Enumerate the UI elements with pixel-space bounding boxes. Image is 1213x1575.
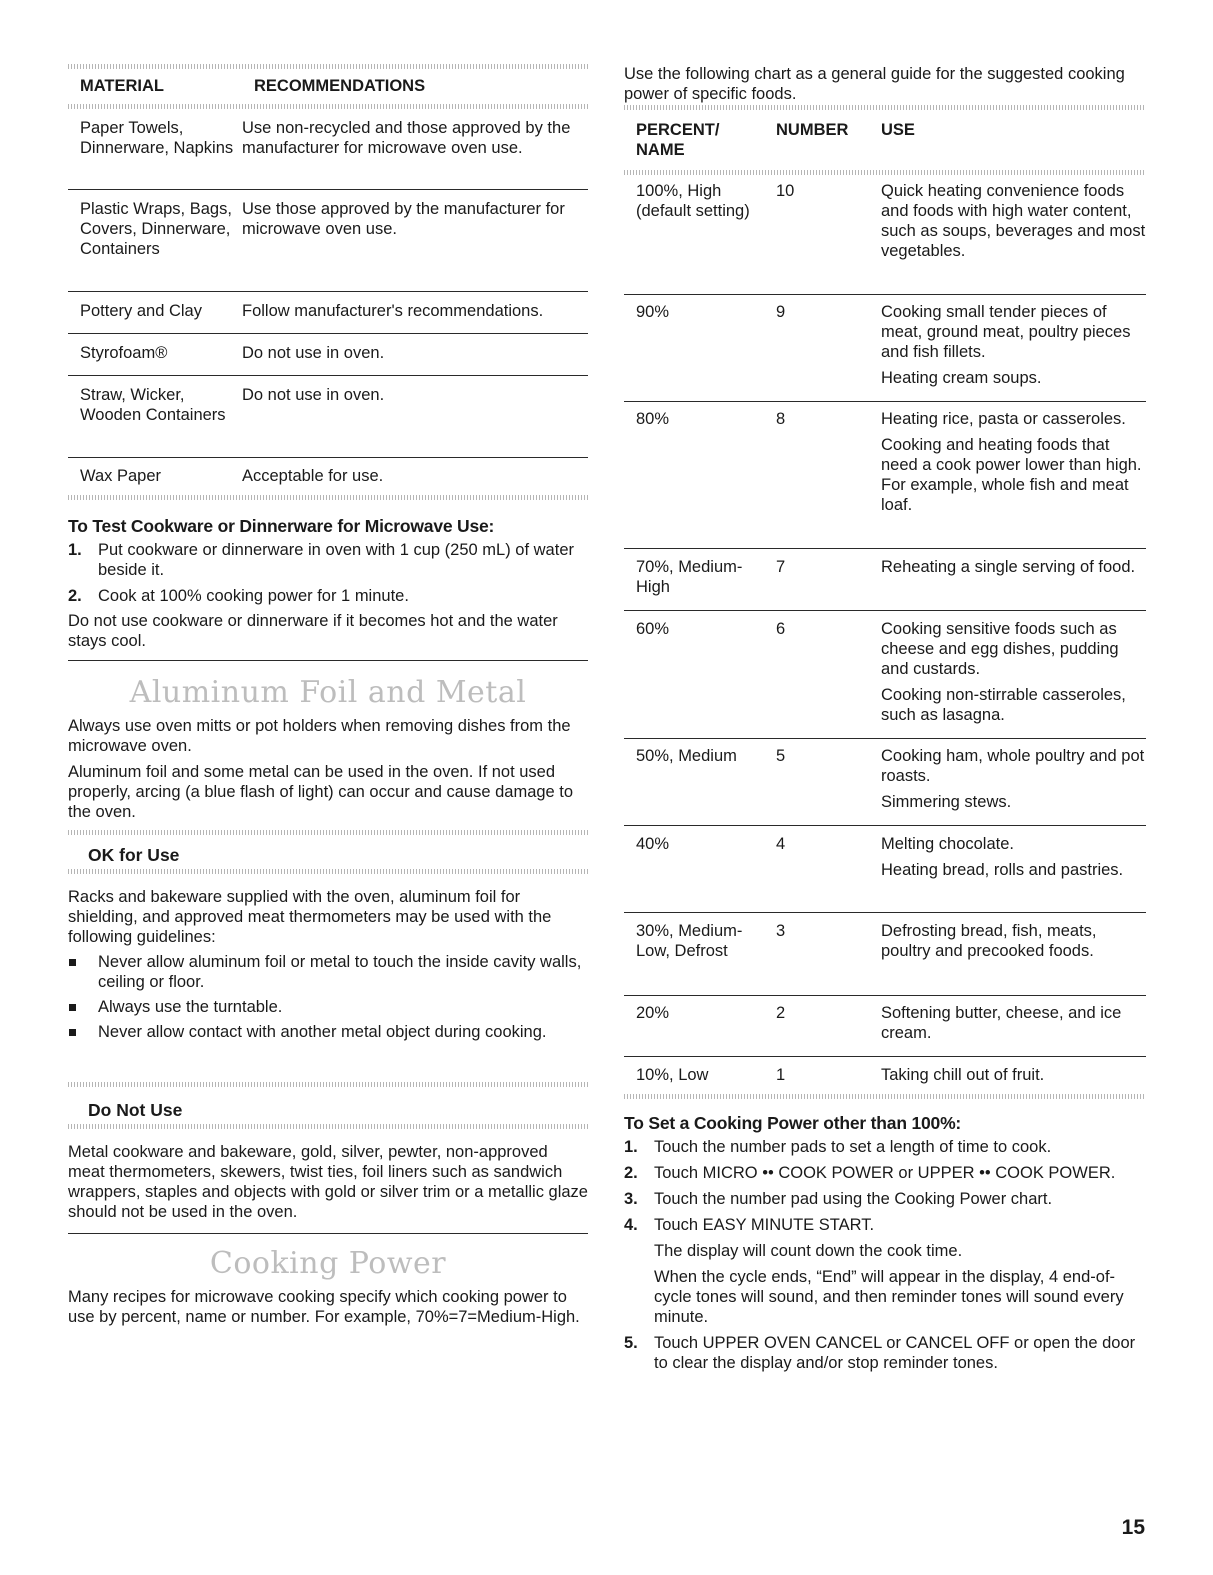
row-divider: [624, 294, 1146, 295]
number-cell: 1: [776, 1066, 786, 1084]
row-divider: [68, 457, 588, 458]
recommendation-cell: Acceptable for use.: [242, 467, 384, 485]
number-cell: 9: [776, 303, 786, 321]
percent-cell: 10%, Low: [636, 1066, 709, 1084]
use-text: Softening butter, cheese, and ice cream.: [881, 1004, 1122, 1042]
section-divider: [68, 1233, 588, 1234]
step-number: 3.: [624, 1190, 638, 1208]
use-cell: [881, 181, 1146, 267]
step-text: Touch the number pads to set a length of time to cook.: [654, 1138, 1052, 1156]
list-item: [68, 540, 588, 580]
use-text: Simmering stews.: [881, 793, 1012, 811]
step-text: Put cookware or dinnerware in oven with 1 cup (250 mL) of water beside it.: [98, 541, 574, 579]
row-divider: [624, 825, 1146, 826]
step-number: 1.: [624, 1138, 638, 1156]
row-divider: [624, 548, 1146, 549]
step-number: 5.: [624, 1334, 638, 1352]
recommendation-cell: Do not use in oven.: [242, 386, 385, 404]
recommendation-cell: Follow manufacturer's recommendations.: [242, 302, 544, 320]
table-bottom-border: [68, 495, 588, 500]
row-divider: [68, 291, 588, 292]
set-power-section: [624, 1113, 1146, 1373]
subhead-border: [68, 869, 588, 874]
test-cookware-section: [68, 516, 588, 651]
row-divider: [624, 401, 1146, 402]
number-cell: 8: [776, 410, 786, 428]
ok-for-use-list: [68, 952, 588, 1047]
percent-cell: 50%, Medium: [636, 747, 737, 765]
set-power-steps: [624, 1137, 1146, 1373]
percent-cell: 90%: [636, 303, 670, 321]
material-cell: Pottery and Clay: [80, 302, 202, 320]
use-text: Cooking non-stirrable casseroles, such as lasagna.: [881, 686, 1126, 724]
row-divider: [68, 333, 588, 334]
use-cell: [881, 1003, 1146, 1049]
use-text: Reheating a single serving of food.: [881, 558, 1136, 576]
row-divider: [68, 189, 588, 190]
materials-table-header: [80, 76, 426, 96]
material-cell: Wax Paper: [80, 467, 162, 485]
use-column-header: USE: [881, 121, 915, 139]
recommendation-cell: Do not use in oven.: [242, 344, 385, 362]
use-cell: [881, 921, 1146, 967]
percent-column-header: PERCENT/ NAME: [636, 121, 720, 159]
recommendation-cell: Use non-recycled and those approved by the manufacturer for microwave oven use.: [242, 119, 571, 157]
list-item: [68, 586, 588, 606]
material-cell: Straw, Wicker, Wooden Containers: [80, 386, 226, 424]
do-not-use-heading: Do Not Use: [88, 1100, 183, 1120]
percent-cell: 40%: [636, 835, 670, 853]
table-header-border: [624, 170, 1146, 175]
use-text: Defrosting bread, fish, meats, poultry and precooked foods.: [881, 922, 1097, 960]
list-item: [624, 1215, 1146, 1235]
use-text: Quick heating convenience foods and foods with high water content, such as soups, beverages and most vegetables.: [881, 182, 1146, 260]
percent-cell: 80%: [636, 410, 670, 428]
table-bottom-border: [624, 1094, 1146, 1099]
number-cell: 10: [776, 182, 795, 200]
section-divider: [68, 660, 588, 661]
cooking-power-intro: Many recipes for microwave cooking specify which cooking power to use by percent, name or number. For example, 70%=7=Medium-High.: [68, 1288, 580, 1326]
section-title: Aluminum Foil and Metal: [129, 675, 527, 710]
use-text: Cooking ham, whole poultry and pot roasts.: [881, 747, 1145, 785]
use-text: Cooking sensitive foods such as cheese and egg dishes, pudding and custards.: [881, 620, 1119, 678]
subhead-border: [68, 1082, 588, 1087]
subhead-border: [68, 830, 588, 835]
number-cell: 2: [776, 1004, 786, 1022]
use-cell: [881, 409, 1146, 521]
number-cell: 6: [776, 620, 786, 638]
step-text: Touch EASY MINUTE START.: [654, 1216, 875, 1234]
list-item: [624, 1241, 1146, 1261]
list-item: Always use the turntable.: [68, 997, 588, 1017]
step-number: 2.: [68, 587, 82, 605]
aluminum-paragraph: Always use oven mitts or pot holders when removing dishes from the microwave oven.: [68, 717, 571, 755]
material-cell: Styrofoam®: [80, 344, 168, 362]
page-number: 15: [1121, 1516, 1145, 1539]
use-cell: [881, 746, 1146, 818]
list-item: [624, 1137, 1146, 1157]
row-divider: [624, 995, 1146, 996]
use-text: Melting chocolate.: [881, 835, 1014, 853]
use-text: Heating rice, pasta or casseroles.: [881, 410, 1126, 428]
material-column-header: MATERIAL: [80, 77, 165, 95]
list-item: [624, 1189, 1146, 1209]
list-item: Never allow aluminum foil or metal to touch the inside cavity walls, ceiling or floor.: [68, 952, 588, 992]
aluminum-paragraph: Aluminum foil and some metal can be used in the oven. If not used properly, arcing (a blue flash of light) can occur and cause damage to the oven.: [68, 763, 574, 821]
use-text: Taking chill out of fruit.: [881, 1066, 1045, 1084]
power-chart-intro: Use the following chart as a general guide for the suggested cooking power of specific foods.: [624, 65, 1125, 103]
step-number: 2.: [624, 1164, 638, 1182]
step-text: Touch the number pad using the Cooking Power chart.: [654, 1190, 1053, 1208]
list-item: Never allow contact with another metal object during cooking.: [68, 1022, 588, 1042]
set-power-heading: To Set a Cooking Power other than 100%:: [624, 1113, 962, 1133]
percent-cell: 60%: [636, 620, 670, 638]
step-text: Touch MICRO •• COOK POWER or UPPER •• COOK POWER.: [654, 1164, 1116, 1182]
number-cell: 5: [776, 747, 786, 765]
row-divider: [68, 375, 588, 376]
step-number: 1.: [68, 541, 82, 559]
number-column-header: NUMBER: [776, 121, 849, 139]
use-cell: [881, 834, 1146, 886]
number-cell: 7: [776, 558, 786, 576]
use-text: Heating cream soups.: [881, 369, 1042, 387]
row-divider: [624, 610, 1146, 611]
test-cookware-heading: To Test Cookware or Dinnerware for Microwave Use:: [68, 516, 495, 536]
test-cookware-note: Do not use cookware or dinnerware if it becomes hot and the water stays cool.: [68, 612, 558, 650]
ok-for-use-intro: Racks and bakeware supplied with the oven, aluminum foil for shielding, and approved meat thermometers may be used with the following guidelines:: [68, 888, 552, 946]
table-header-border: [68, 104, 588, 109]
percent-cell: 30%, Medium-Low, Defrost: [636, 922, 743, 960]
percent-cell: 70%, Medium-High: [636, 558, 743, 596]
do-not-use-text: Metal cookware and bakeware, gold, silver, pewter, non-approved meat thermometers, skewers, twist ties, foil liners such as sandwich wrappers, staples and objects with gold or silver trim or a metallic glaze should not be used in the oven.: [68, 1143, 588, 1221]
number-cell: 4: [776, 835, 786, 853]
step-text: Cook at 100% cooking power for 1 minute.: [98, 587, 409, 605]
row-divider: [624, 738, 1146, 739]
list-item: [624, 1333, 1146, 1373]
table-top-border: [624, 105, 1146, 110]
list-item: [624, 1163, 1146, 1183]
use-text: Cooking and heating foods that need a cook power lower than high. For example, whole fish and meat loaf.: [881, 436, 1142, 514]
use-cell: [881, 619, 1146, 731]
row-divider: [624, 912, 1146, 913]
material-cell: Plastic Wraps, Bags, Covers, Dinnerware, Containers: [80, 200, 232, 258]
recommendations-column-header: RECOMMENDATIONS: [254, 77, 426, 95]
use-text: Cooking small tender pieces of meat, ground meat, poultry pieces and fish fillets.: [881, 303, 1131, 361]
table-top-border: [68, 64, 588, 69]
material-cell: Paper Towels, Dinnerware, Napkins: [80, 119, 234, 157]
number-cell: 3: [776, 922, 786, 940]
use-cell: [881, 557, 1146, 583]
step-number: 4.: [624, 1216, 638, 1234]
step-subtext: The display will count down the cook time.: [654, 1242, 963, 1260]
recommendation-cell: Use those approved by the manufacturer for microwave oven use.: [242, 200, 565, 238]
use-cell: [881, 1065, 1146, 1091]
use-cell: [881, 302, 1146, 394]
percent-cell: 100%, High (default setting): [636, 182, 750, 220]
subhead-border: [68, 1124, 588, 1129]
percent-cell: 20%: [636, 1004, 670, 1022]
list-item: [624, 1267, 1146, 1327]
ok-for-use-heading: OK for Use: [88, 845, 180, 865]
section-title: Cooking Power: [209, 1246, 447, 1281]
step-text: Touch UPPER OVEN CANCEL or CANCEL OFF or open the door to clear the display and/or stop reminder tones.: [654, 1334, 1136, 1372]
test-cookware-steps: [68, 540, 588, 606]
step-subtext: When the cycle ends, “End” will appear in the display, 4 end-of-cycle tones will sound, and then reminder tones will sound every minute.: [654, 1268, 1124, 1326]
use-text: Heating bread, rolls and pastries.: [881, 861, 1124, 879]
row-divider: [624, 1056, 1146, 1057]
